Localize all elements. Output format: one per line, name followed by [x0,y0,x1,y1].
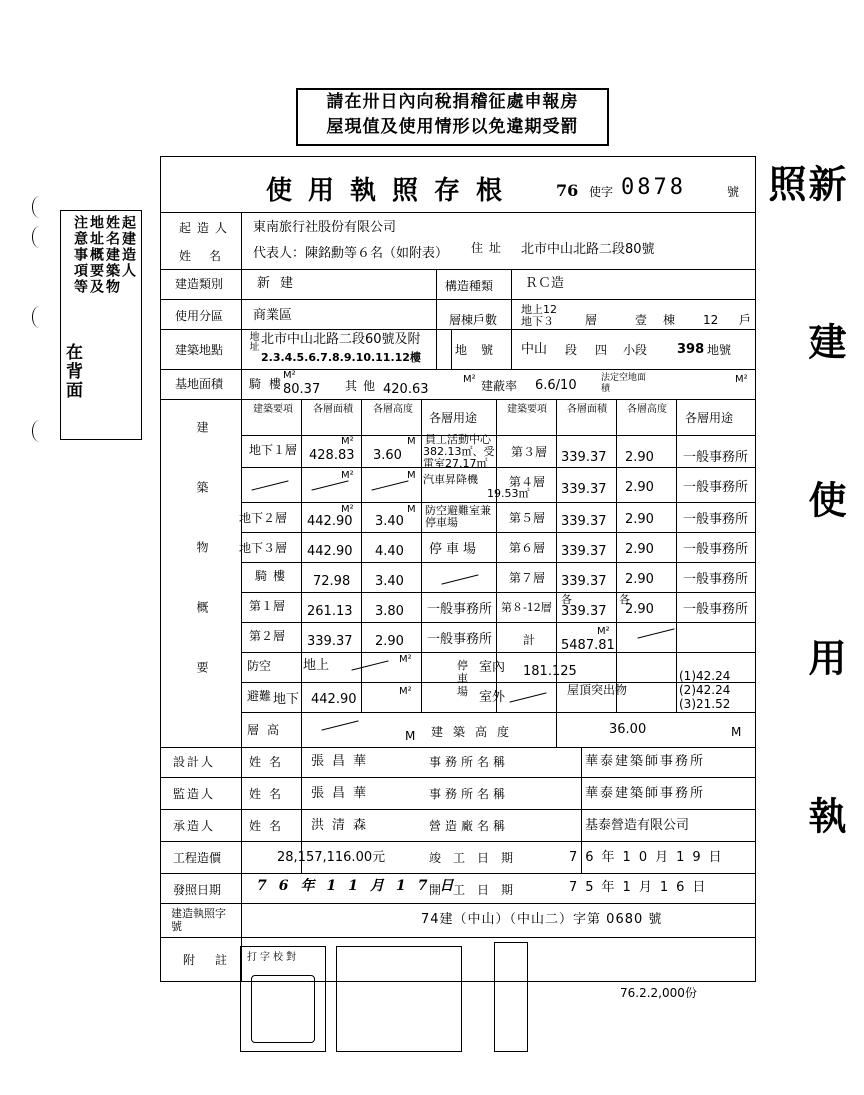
table-row-area: 339.37 [561,604,607,619]
table-row-use: 一般事務所 [683,572,749,587]
below-label: 地下 [273,692,300,707]
stamp-header: 打字校對 [247,952,299,963]
applicant-representative: 代表人：陳銘勳等６名（如附表） [253,246,449,261]
designated-unit: M² [735,374,748,385]
margin-bracket [32,420,47,442]
issue-date: 76年11月17日 [257,878,466,894]
col-area-header: 各層面積 [313,404,353,415]
completion-label: 竣工日期 [429,851,526,865]
floors-label: 層棟戶數 [449,313,498,327]
issue-label: 發照日期 [173,883,222,897]
unit-m2: M² [341,436,354,447]
lot-district: 中山 [521,342,548,357]
above-label: 地上 [303,658,330,673]
unit-m2: M² [341,470,354,481]
area-label: 基地面積 [175,377,224,391]
table-row-area: 339.37 [307,634,353,649]
coverage-label: 建蔽率 [481,379,518,393]
table-row-height: 2.90 [625,602,654,617]
right-extra: 19.53㎡ [487,487,530,500]
unit-m2: M² [597,626,610,637]
table-row-use: 一般事務所 [683,480,749,495]
table-row-height: 3.80 [375,604,404,619]
zone-label: 使用分區 [175,309,224,323]
permit-char: 使字 [589,185,614,199]
side-note-col-4: 注意事項等 [72,215,88,295]
table-row-item: 第６層 [509,541,546,555]
table-row-area: 442.90 [307,514,353,529]
shelter-below: 442.90 [311,692,357,707]
shelter-label: 避難 [247,689,272,703]
coverage-value: 6.6/10 [535,378,577,393]
remarks-label: 附註 [183,953,248,967]
table-row-item: 第５層 [509,511,546,525]
permit-year: 76 [556,181,579,200]
arcade-value: 80.37 [283,382,321,397]
col-use-header-right: 各層用途 [685,411,734,425]
margin-bracket [32,196,47,218]
applicant-address: 北市中山北路二段80號 [521,242,655,257]
applicant-label-top: 起造人 [179,221,234,235]
cost-value: 28,157,116.00元 [277,850,386,865]
notice-line-1: 請在卅日內向稅捐稽征處申報房 [326,92,579,112]
air-raid-label: 防空 [247,659,272,673]
page-title: 使用執照存根 [266,176,519,206]
lot-section: 四 [595,343,608,357]
floors-unit: 層 [585,313,598,327]
use-extra-b: 電室27.17㎡ [423,457,488,470]
table-row-height: 2.90 [625,450,654,465]
unit-m: M [405,729,416,743]
designer-label: 設計人 [173,755,216,769]
table-row-use: 一般事務所 [427,602,493,617]
table-row-use: 員工活動中心 [425,433,491,446]
col-area-header-right: 各層面積 [567,404,607,415]
table-row-item: 第２層 [249,629,286,643]
unit-m: M [407,436,416,447]
contractor-firm: 基泰營造有限公司 [585,818,690,833]
parking-out-label: 室外 [479,690,506,705]
site-address-line-2: 2.3.4.5.6.7.8.9.10.11.12樓 [261,351,421,364]
name-label: 姓名 [249,755,290,769]
lot-subsection-label: 小段 [623,343,648,357]
structure-label: 構造種類 [445,279,494,293]
notice-line-2: 屋現值及使用情形以免違期受罰 [326,117,579,137]
unit-m2: M² [341,504,354,515]
site-addr-label: 地址 [247,331,258,351]
table-row-height: 2.90 [375,634,404,649]
building-unit: 棟 [663,313,676,327]
permit-number: 0878 [621,175,686,200]
table-row-area: 442.90 [307,544,353,559]
permit-label: 建造執照字號 [171,907,226,933]
table-row-item: 第８-12層 [501,601,552,614]
permit-form [160,212,756,982]
building-height-label: 建築高度 [431,725,520,739]
start-date: 75年1月16日 [569,880,714,895]
proofread-stamp [240,946,326,1052]
lot-label: 地號 [455,343,508,357]
applicant-company: 東南旅行社股份有限公司 [253,220,397,235]
table-row-item: 地下２層 [239,511,288,525]
table-row-item: 地下１層 [249,443,298,457]
designer-office: 華泰建築師事務所 [585,754,706,769]
print-footer: 76.2.2,000份 [620,986,697,1000]
structure-value: ＲＣ造 [525,276,565,291]
name-label: 姓名 [249,787,290,801]
parking-label: 停車場 [457,659,468,698]
side-note [60,210,142,440]
site-address-line-1: 北市中山北路二段60號及附 [261,332,421,347]
unit-m2: M² [399,654,412,665]
col-height-header: 各層高度 [373,404,413,415]
unit-m: M [407,504,416,515]
table-row-item: 第７層 [509,571,546,585]
use-extra-a: 382.13㎡、受 [423,445,495,458]
col-item-header: 建築要項 [253,404,293,415]
roof-value-1: (1)42.24 [679,669,731,683]
unit-m2: M² [399,686,412,697]
name-label: 姓名 [249,819,290,833]
table-row-area: 339.37 [561,574,607,589]
permit-value: 74建（中山）（中山二）字第 0680 號 [421,912,663,927]
category-label: 建造類別 [175,277,224,291]
table-row-area: 339.37 [561,514,607,529]
supervisor-office: 華泰建築師事務所 [585,786,706,801]
other-value: 420.63 [383,382,429,397]
use-extra-c: 汽車昇降機 [423,473,478,486]
table-row-item: 地下３層 [239,541,288,555]
each-label: 各 [561,593,572,606]
office-label: 事務所名稱 [429,755,510,769]
other-unit: M² [463,374,476,385]
floors-below: 地下３ [521,315,554,328]
table-row-height: 3.60 [373,448,402,463]
unit-m: M [407,470,416,481]
contractor-name: 洪清森 [311,818,375,833]
total-value: 5487.81 [561,638,615,653]
roof-value-3: (3)21.52 [679,697,731,711]
table-row-height: 3.40 [375,514,404,529]
each-label: 各 [619,593,630,606]
other-label: 其他 [345,379,382,393]
notice-box [296,88,609,146]
side-note-col-5: 在背面 [62,343,82,400]
date-stamp [336,946,462,1052]
title-bar [160,156,756,213]
total-label: 計 [523,633,536,647]
table-row-height: 4.40 [375,544,404,559]
table-row-item: 第４層 [509,475,546,489]
table-row-item: 第１層 [249,599,286,613]
floors-above: 地上12 [521,303,557,316]
cost-label: 工程造價 [173,851,222,865]
table-row-area: 261.13 [307,604,353,619]
roof-value-2: (2)42.24 [679,683,731,697]
table-row-use: 一般事務所 [427,632,493,647]
arcade-unit: M² [283,370,296,381]
start-label: 開工日期 [429,883,526,897]
lot-number-suffix: 地號 [707,343,732,357]
contractor-label: 承造人 [173,819,216,833]
table-row-use: 防空避難室兼停車場 [425,504,491,529]
zone-value: 商業區 [253,308,293,323]
col-item-header-right: 建築要項 [507,404,547,415]
table-row-area: 428.83 [309,448,355,463]
office-label: 事務所名稱 [429,787,510,801]
table-row-height: 2.90 [625,572,654,587]
designated-label: 法定空地面積 [601,373,647,394]
table-row-use: 停車場 [429,542,481,557]
seal-icon [251,975,315,1043]
right-margin-text: 新建使用執照 [762,164,847,954]
official-seal [494,942,528,1052]
summary-section-label: 建築物概要 [195,421,209,721]
table-row-height: 3.40 [375,574,404,589]
table-row-use: 一般事務所 [683,512,749,527]
arcade-label: 騎樓 [249,377,290,391]
parking-in-label: 室內 [479,660,506,675]
table-row-item: 騎樓 [255,569,292,583]
side-note-col-3: 地址概要及 [88,215,104,295]
permit-suffix: 號 [727,185,740,199]
lot-section-label: 段 [565,343,578,357]
table-row-area: 339.37 [561,544,607,559]
side-note-col-1: 起建造人 [120,215,136,279]
roof-label: 屋頂突出物 [567,683,628,697]
address-label: 住址 [471,241,508,255]
supervisor-name: 張昌華 [311,786,375,801]
unit-m: M [731,725,742,739]
applicant-label-bottom: 姓名 [179,249,240,263]
firm-label: 營造廠名稱 [429,819,510,833]
table-row-use: 一般事務所 [683,602,749,617]
parking-in-value: 181.125 [523,664,577,679]
side-note-col-2: 姓名建築物 [104,215,120,295]
table-row-use: 一般事務所 [683,450,749,465]
lot-number: 398 [677,342,705,357]
building-height-value: 36.00 [609,722,647,737]
table-row-height: 2.90 [625,542,654,557]
table-row-height: 2.90 [625,480,654,495]
table-row-use: 一般事務所 [683,542,749,557]
margin-bracket [32,226,47,248]
supervisor-label: 監造人 [173,787,216,801]
col-use-header: 各層用途 [429,411,478,425]
unit-unit: 戶 [739,313,752,327]
table-row-area: 339.37 [561,450,607,465]
col-height-header-right: 各層高度 [627,404,667,415]
table-row-item: 第３層 [511,445,548,459]
table-row-area: 339.37 [561,482,607,497]
site-label: 建築地點 [175,343,224,357]
designer-name: 張昌華 [311,754,375,769]
table-row-height: 2.90 [625,512,654,527]
floor-height-label: 層高 [247,723,288,737]
table-row-area: 72.98 [313,574,351,589]
building-count: 壹 [635,313,648,327]
category-value: 新建 [257,276,304,291]
unit-count: 12 [703,313,719,327]
completion-date: 76年10月19日 [569,850,730,865]
margin-bracket [32,306,47,328]
